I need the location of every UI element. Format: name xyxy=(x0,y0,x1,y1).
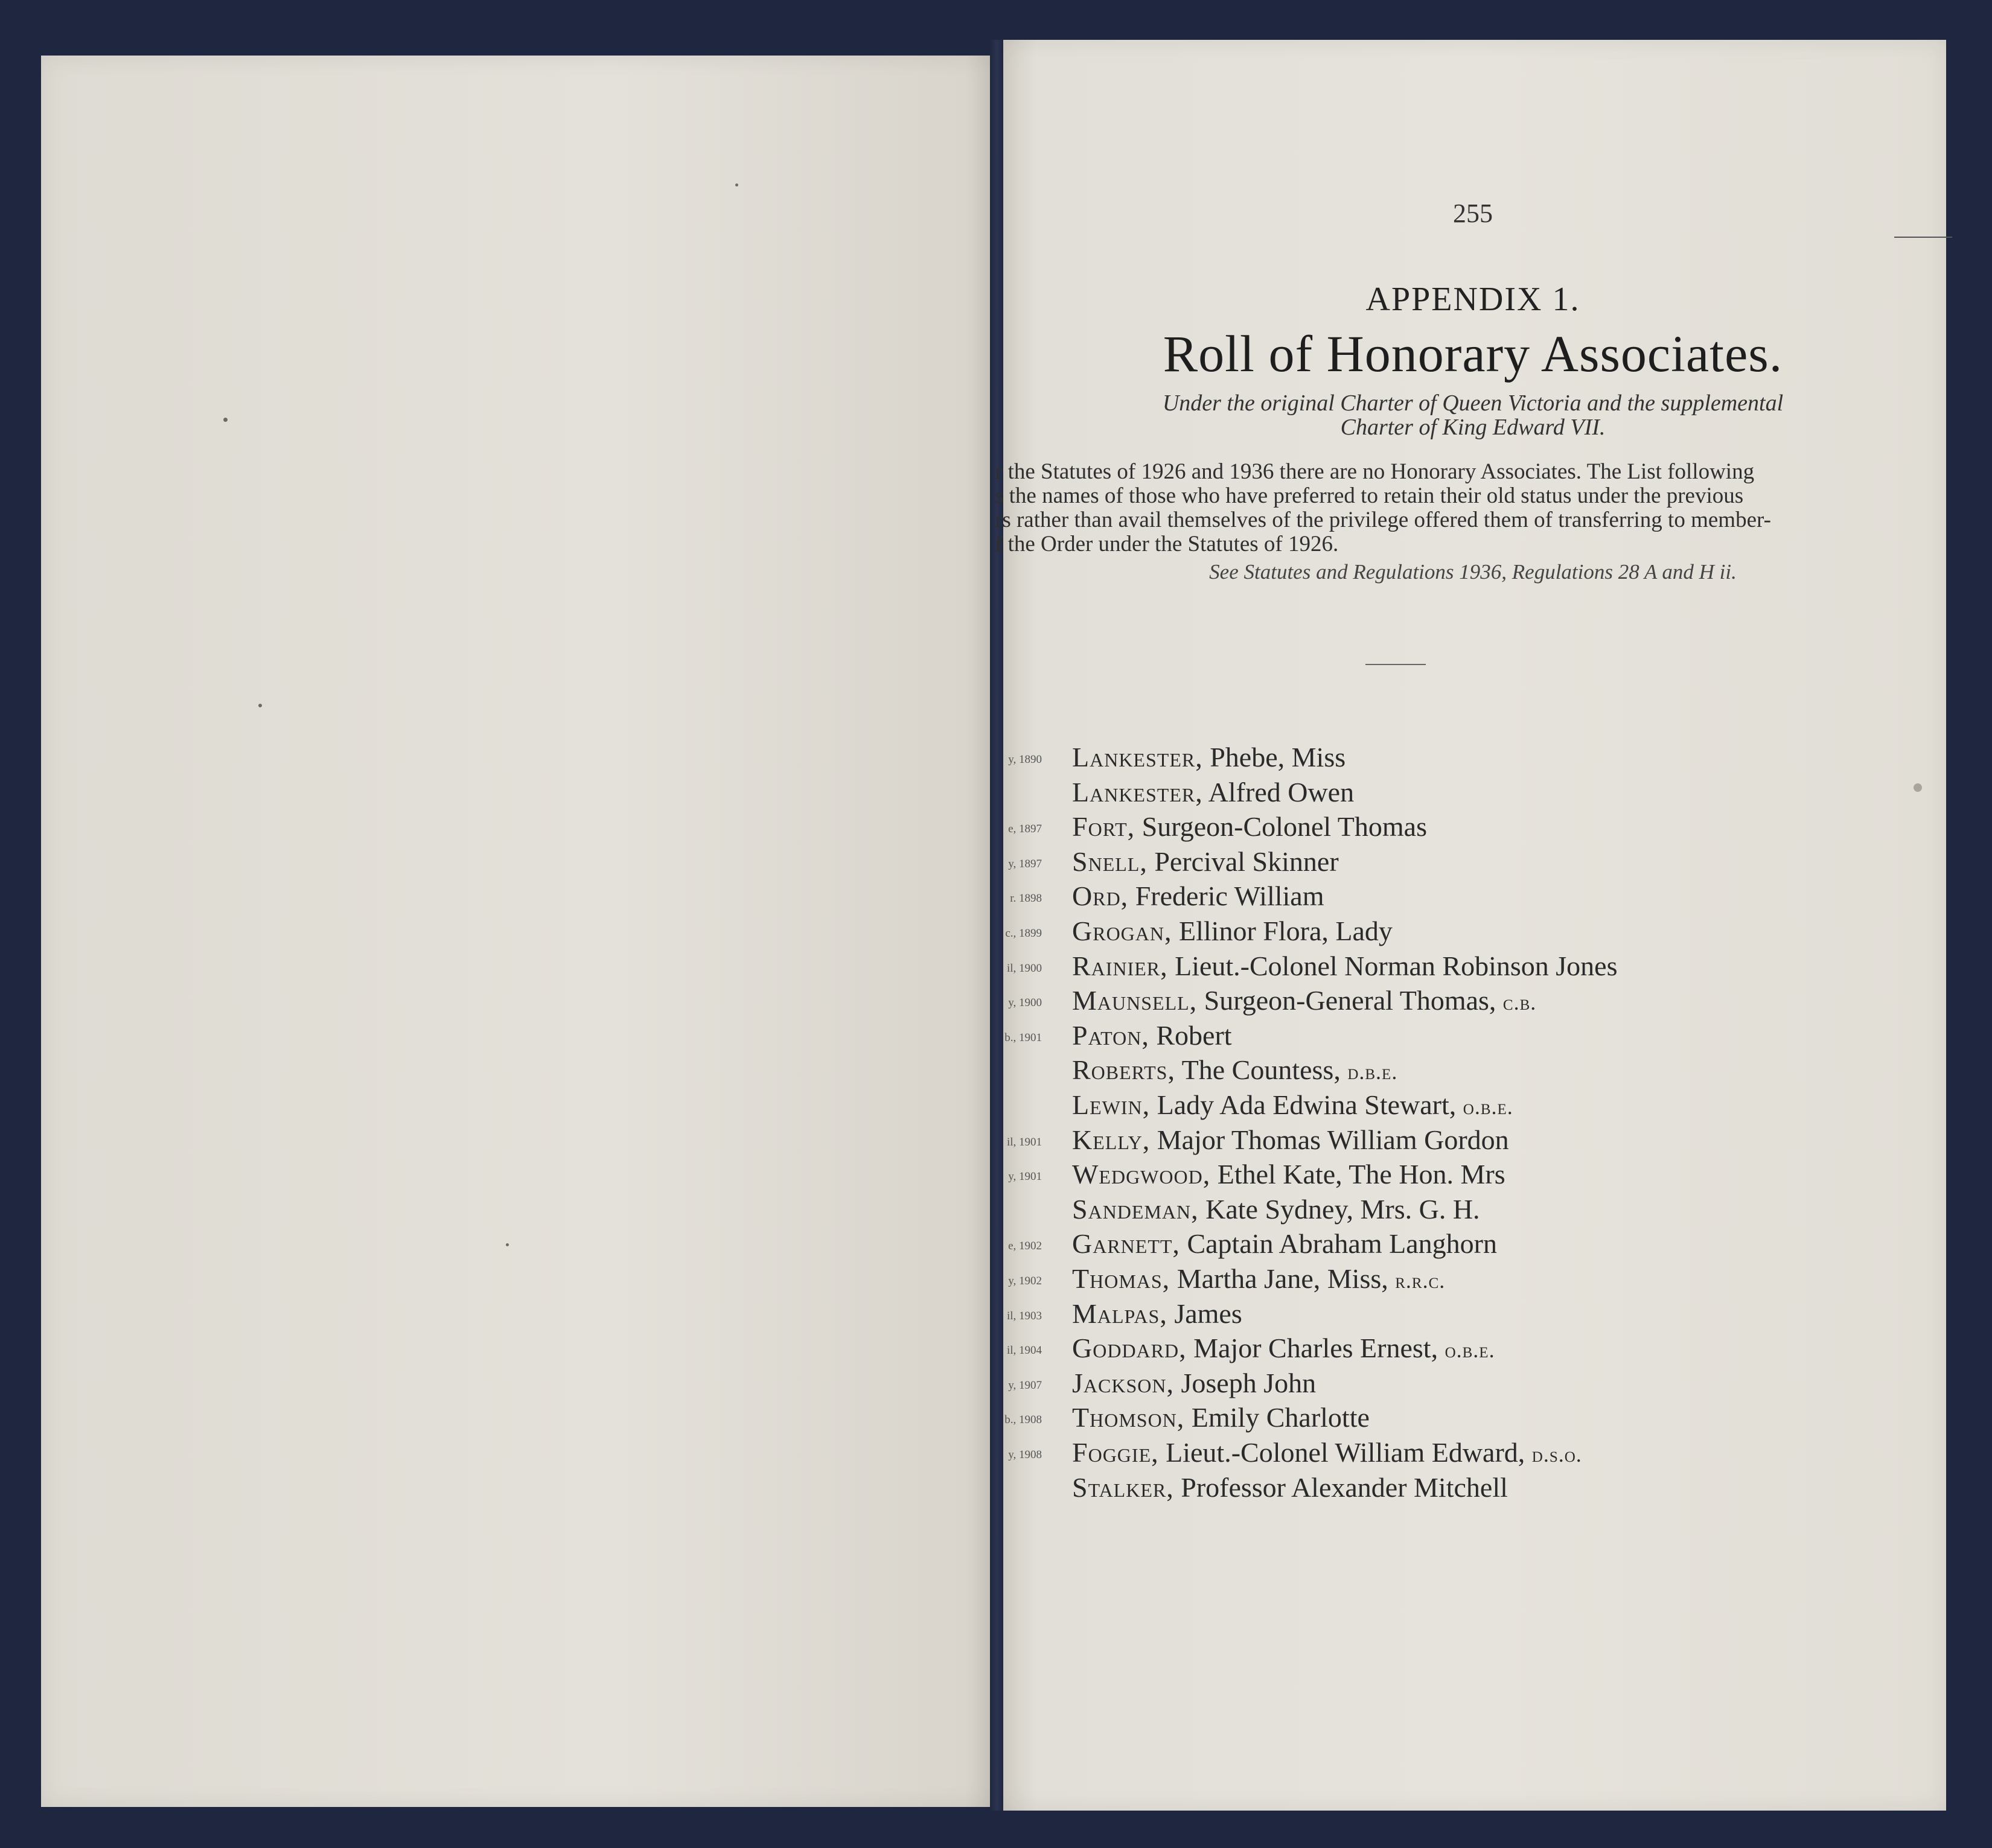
edge-rule xyxy=(1894,237,1952,238)
entry-date: y, 1890 xyxy=(1008,753,1042,766)
book-gutter xyxy=(990,40,1003,1811)
intro-paragraph-line: s the names of those who have preferred to retain their old status under the previous xyxy=(995,483,1744,508)
entry-honours: d.s.o. xyxy=(1531,1442,1582,1467)
entry-date: il, 1901 xyxy=(1006,1136,1042,1149)
entry-given-names: Frederic William xyxy=(1128,881,1324,911)
entry-honours: o.b.e. xyxy=(1463,1095,1513,1119)
entry-given-names: Surgeon-General Thomas, xyxy=(1197,985,1503,1016)
intro-paragraph-line: r the Statutes of 1926 and 1936 there are no Honorary Associates. The List following xyxy=(995,459,1755,484)
list-item xyxy=(1072,1054,1397,1086)
entry-surname: Lewin, xyxy=(1072,1089,1151,1120)
list-item xyxy=(1072,1158,1505,1190)
entry-given-names: The Countess, xyxy=(1175,1054,1348,1085)
entry-honours: c.b. xyxy=(1502,990,1537,1015)
entry-surname: Thomas, xyxy=(1072,1263,1170,1294)
entry-given-names: Percival Skinner xyxy=(1147,846,1339,877)
entry-honours: r.r.c. xyxy=(1395,1269,1446,1293)
entry-surname: Stalker, xyxy=(1072,1472,1174,1503)
charter-subtitle-line: Charter of King Edward VII. xyxy=(1340,415,1606,440)
entry-given-names: Professor Alexander Mitchell xyxy=(1173,1472,1508,1503)
entry-given-names: Kate Sydney, Mrs. G. H. xyxy=(1198,1194,1480,1225)
entry-given-names: Lieut.-Colonel Norman Robinson Jones xyxy=(1167,951,1618,981)
entry-date: il, 1904 xyxy=(1006,1344,1042,1357)
list-item xyxy=(1072,1436,1582,1468)
entry-date: y, 1897 xyxy=(1008,858,1042,870)
paper-speck xyxy=(258,704,262,707)
entry-given-names: Martha Jane, Miss, xyxy=(1170,1263,1396,1294)
list-item xyxy=(1072,1019,1232,1051)
entry-given-names: Ethel Kate, The Hon. Mrs xyxy=(1210,1159,1505,1190)
page-number: 255 xyxy=(1453,199,1493,228)
entry-honours: d.b.e. xyxy=(1347,1060,1398,1084)
list-item xyxy=(1072,776,1354,808)
page-heading: Roll of Honorary Associates. xyxy=(1163,325,1783,383)
entry-surname: Fort, xyxy=(1072,811,1135,842)
entry-surname: Garnett, xyxy=(1072,1228,1180,1259)
list-item xyxy=(1072,915,1393,947)
appendix-title: APPENDIX 1. xyxy=(1365,281,1580,318)
entry-given-names: Alfred Owen xyxy=(1202,777,1355,808)
entry-surname: Lankester, xyxy=(1072,742,1203,773)
entry-given-names: Joseph John xyxy=(1173,1368,1317,1398)
entry-date: b., 1908 xyxy=(1004,1413,1042,1426)
entry-surname: Roberts, xyxy=(1072,1054,1175,1085)
entry-given-names: Lady Ada Edwina Stewart, xyxy=(1150,1089,1463,1120)
list-item xyxy=(1072,846,1339,878)
entry-surname: Wedgwood, xyxy=(1072,1159,1211,1190)
list-item xyxy=(1072,1228,1497,1260)
paper-speck xyxy=(506,1243,509,1246)
entry-surname: Lankester, xyxy=(1072,777,1203,808)
entry-surname: Malpas, xyxy=(1072,1298,1167,1329)
entry-given-names: James xyxy=(1167,1298,1242,1329)
paper-speck xyxy=(1914,783,1922,792)
entry-surname: Ord, xyxy=(1072,881,1129,911)
entry-surname: Paton, xyxy=(1072,1020,1149,1051)
entry-given-names: Phebe, Miss xyxy=(1202,742,1346,773)
charter-subtitle-line: Under the original Charter of Queen Victoria and the supplemental xyxy=(1162,390,1784,416)
entry-given-names: Robert xyxy=(1149,1020,1232,1051)
entry-date: r. 1898 xyxy=(1010,892,1042,905)
paper-speck xyxy=(223,418,228,422)
entry-surname: Sandeman, xyxy=(1072,1194,1199,1225)
entry-given-names: Major Charles Ernest, xyxy=(1186,1333,1445,1363)
paper-speck xyxy=(735,183,738,186)
entry-honours: o.b.e. xyxy=(1445,1338,1495,1362)
list-item xyxy=(1072,880,1324,912)
entry-surname: Goddard, xyxy=(1072,1333,1187,1363)
entry-date: b., 1901 xyxy=(1004,1031,1042,1044)
entry-surname: Jackson, xyxy=(1072,1368,1174,1398)
entry-given-names: Captain Abraham Langhorn xyxy=(1180,1228,1497,1259)
left-page-blank xyxy=(41,56,994,1807)
list-item xyxy=(1072,1401,1370,1433)
reference-note: See Statutes and Regulations 1936, Regulations 28 A and H ii. xyxy=(1209,560,1737,584)
entry-date: c., 1899 xyxy=(1005,927,1042,940)
list-item xyxy=(1072,741,1346,773)
list-item xyxy=(1072,1367,1316,1399)
list-item xyxy=(1072,1298,1242,1330)
entry-date: y, 1907 xyxy=(1008,1379,1042,1392)
entry-date: y, 1901 xyxy=(1008,1170,1042,1183)
entry-surname: Thomson, xyxy=(1072,1402,1185,1433)
list-item xyxy=(1072,1332,1495,1364)
entry-surname: Grogan, xyxy=(1072,916,1172,946)
entry-surname: Kelly, xyxy=(1072,1124,1151,1155)
entry-given-names: Surgeon-Colonel Thomas xyxy=(1135,811,1428,842)
list-item xyxy=(1072,950,1617,982)
list-item xyxy=(1072,1263,1445,1295)
entry-given-names: Emily Charlotte xyxy=(1184,1402,1370,1433)
list-item xyxy=(1072,1471,1508,1503)
intro-paragraph-line: f the Order under the Statutes of 1926. xyxy=(995,532,1339,556)
entry-surname: Foggie, xyxy=(1072,1437,1159,1468)
entry-date: il, 1900 xyxy=(1006,962,1042,975)
entry-given-names: Ellinor Flora, Lady xyxy=(1172,916,1393,946)
entry-date: y, 1902 xyxy=(1008,1275,1042,1287)
intro-paragraph-line: rs rather than avail themselves of the privilege offered them of transferring to member- xyxy=(995,508,1771,532)
entry-given-names: Major Thomas William Gordon xyxy=(1150,1124,1509,1155)
entry-date: y, 1900 xyxy=(1008,996,1042,1009)
entry-date: e, 1897 xyxy=(1008,823,1042,835)
list-item xyxy=(1072,1193,1480,1225)
entry-date: il, 1903 xyxy=(1006,1310,1042,1322)
entry-surname: Rainier, xyxy=(1072,951,1168,981)
entry-date: y, 1908 xyxy=(1008,1448,1042,1461)
entry-date: e, 1902 xyxy=(1008,1240,1042,1252)
section-divider xyxy=(1365,664,1426,665)
list-item xyxy=(1072,1124,1509,1156)
list-item xyxy=(1072,811,1427,843)
list-item xyxy=(1072,1089,1513,1121)
entry-given-names: Lieut.-Colonel William Edward, xyxy=(1158,1437,1532,1468)
list-item xyxy=(1072,984,1536,1016)
entry-surname: Maunsell, xyxy=(1072,985,1198,1016)
entry-surname: Snell, xyxy=(1072,846,1148,877)
